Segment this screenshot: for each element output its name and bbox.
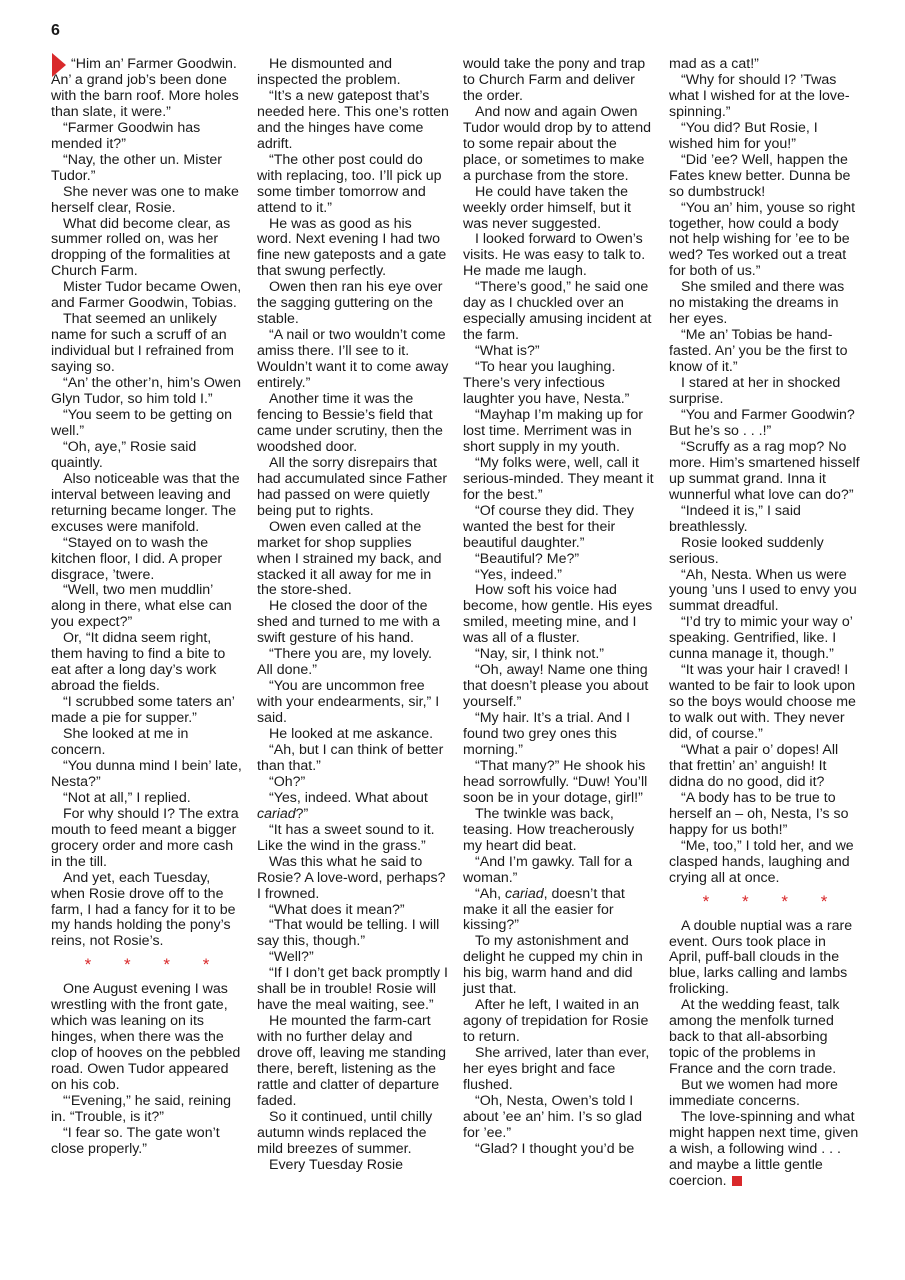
paragraph: “It’s a new gatepost that’s needed here. This one’s rotten and the hinges have come adrift.: [257, 87, 449, 152]
paragraph: “That would be telling. I will say this, though.”: [257, 917, 440, 950]
paragraph: “Me an’ Tobias be hand-fasted. An’ you be the first to know of it.”: [669, 327, 848, 376]
end-of-story-square-icon: [732, 1176, 742, 1186]
paragraph: “Oh?”: [269, 773, 306, 790]
paragraph: I stared at her in shocked surprise.: [669, 375, 841, 408]
paragraph: “Yes, indeed. What about cariad?”: [257, 789, 428, 822]
paragraph: “Well?”: [269, 949, 314, 966]
paragraph: He mounted the farm-cart with no further delay and drove off, leaving me standing there, bereft, listening as the rattle and clatter of departure faded.: [257, 1013, 447, 1109]
paragraph: “Of course they did. They wanted the best for their beautiful daughter.”: [463, 502, 635, 551]
text-column-1: [51, 57, 243, 1158]
paragraph: [669, 1110, 861, 1190]
paragraph: Owen even called at the market for shop supplies when I strained my back, and stacked it all away for me in the store-shed.: [257, 518, 442, 599]
paragraph: He could have taken the weekly order himself, but it was never suggested.: [463, 183, 631, 232]
paragraph: Also noticeable was that the interval between leaving and returning became longer. The excuses were manifold.: [51, 470, 240, 535]
paragraph: “Indeed it is,” I said breathlessly.: [669, 502, 801, 535]
paragraph: Rosie looked suddenly serious.: [669, 534, 824, 567]
paragraph: All the sorry disrepairs that had accumulated since Father had passed on were quietly being put to rights.: [257, 454, 448, 519]
paragraph: “You and Farmer Goodwin? But he’s so . . .!”: [669, 406, 855, 439]
paragraph: To my astonishment and delight he cupped my chin in his big, warm hand and did just that.: [463, 933, 643, 998]
paragraph: “And I’m gawky. Tall for a woman.”: [463, 853, 633, 886]
text-column-2: [257, 57, 449, 1174]
paragraph: One August evening I was wrestling with the front gate, which was leaning on its hinges, when there was the clop of hooves on the pebbled road. Owen Tudor appeared on his cob.: [51, 981, 241, 1094]
paragraph: “Mayhap I’m making up for lost time. Merriment was in short supply in my youth.: [463, 406, 643, 455]
paragraph: “My hair. It’s a trial. And I found two grey ones this morning.”: [463, 710, 631, 758]
paragraph: “It was your hair I craved! I wanted to be fair to look upon so the boys would choose me to walk out with. They never did, of course.”: [669, 662, 856, 743]
paragraph: “Yes, indeed.”: [475, 566, 563, 583]
paragraph: “You an’ him, youse so right together, how could a body not help wishing for ’ee to be wed? Tes worked out a treat for both of us.”: [669, 199, 856, 280]
paragraph: She looked at me in concern.: [51, 726, 189, 758]
paragraph: That seemed an unlikely name for such a scruff of an individual but I refrained from saying so.: [51, 311, 234, 376]
paragraph: “I’d try to mimic your way o’ speaking. Gentrified, like. I cunna manage it, though.”: [669, 614, 853, 663]
paragraph: “You dunna mind I bein’ late, Nesta?”: [51, 757, 242, 790]
paragraph: “My folks were, well, call it serious-minded. They meant it for the best.”: [463, 454, 654, 503]
paragraph: She never was one to make herself clear, Rosie.: [51, 183, 239, 216]
paragraph: “Me, too,” I told her, and we clasped hands, laughing and crying all at once.: [669, 837, 854, 886]
paragraph: “You seem to be getting on well.”: [51, 406, 233, 439]
paragraph: And yet, each Tuesday, when Rosie drove off to the farm, I had a fancy for it to be my hands holding the pony’s reins, not Rosie’s.: [51, 869, 236, 950]
paragraph: “Oh, Nesta, Owen’s told I about ’ee an’ him. I’s so glad for ’ee.”: [463, 1092, 643, 1141]
paragraph: I looked forward to Owen’s visits. He was easy to talk to. He made me laugh.: [463, 231, 646, 280]
paragraph: Owen then ran his eye over the sagging guttering on the stable.: [257, 279, 443, 328]
paragraph: He dismounted and inspected the problem.: [257, 56, 401, 88]
paragraph: “Glad? I thought you’d be: [475, 1140, 635, 1157]
paragraph: “Him an’ Farmer Goodwin. An’ a grand job’s been done with the barn roof. More holes than slate, it were.”: [51, 56, 239, 120]
paragraph: “Beautiful? Me?”: [475, 550, 580, 567]
paragraph: Was this what he said to Rosie? A love-word, perhaps? I frowned.: [257, 853, 446, 902]
paragraph: “I scrubbed some taters an’ made a pie for supper.”: [51, 694, 235, 727]
paragraph: For why should I? The extra mouth to feed meant a bigger grocery order and more cash in the till.: [51, 805, 239, 870]
paragraph: She smiled and there was no mistaking the dreams in her eyes.: [669, 279, 845, 328]
paragraph: “I fear so. The gate won’t close properly.”: [51, 1124, 220, 1157]
paragraph: “There’s good,” he said one day as I chuckled over an especially amusing incident at the farm.: [463, 279, 652, 344]
paragraph: She arrived, later than ever, her eyes bright and face flushed.: [463, 1045, 650, 1093]
paragraph: “Oh, away! Name one thing that doesn’t please you about yourself.”: [463, 662, 649, 711]
paragraph: He looked at me askance.: [269, 726, 434, 743]
paragraph: “That many?” He shook his head sorrowfully. “Duw! You’ll soon be in your dotage, girl!”: [463, 757, 648, 806]
paragraph: He was as good as his word. Next evening I had two fine new gateposts and a gate that swung perfectly.: [257, 215, 447, 280]
paragraph: “Well, two men muddlin’ along in there, what else can you expect?”: [51, 582, 232, 631]
paragraph: “You are uncommon free with your endearments, sir,” I said.: [257, 678, 440, 727]
paragraph: So it continued, until chilly autumn winds replaced the mild breezes of summer.: [257, 1108, 433, 1157]
paragraph: “Stayed on to wash the kitchen floor, I did. A proper disgrace, ’twere.: [51, 534, 223, 583]
paragraph: And now and again Owen Tudor would drop by to attend to some repair about the place, or sometimes to make a purchase from the store.: [463, 103, 651, 184]
paragraph: But we women had more immediate concerns.: [669, 1077, 838, 1110]
paragraph: Or, “It didna seem right, them having to find a bite to eat after a long day’s work abroad the fields.: [51, 630, 226, 695]
paragraph: “An’ the other’n, him’s Owen Glyn Tudor, so him told I.”: [51, 375, 241, 408]
text-column-3: [463, 57, 655, 1158]
paragraph: “‘Evening,” he said, reining in. “Trouble, is it?”: [51, 1093, 231, 1125]
paragraph: “Why for should I? ’Twas what I wished for at the love-spinning.”: [669, 71, 850, 120]
paragraph: “It has a sweet sound to it. Like the wind in the grass.”: [257, 821, 435, 854]
page-number: 6: [51, 22, 60, 39]
paragraph: “What does it mean?”: [269, 901, 405, 918]
paragraph: “Ah, cariad, doesn’t that make it all the easier for kissing?”: [463, 885, 625, 934]
paragraph: “Did ’ee? Well, happen the Fates knew better. Dunna be so dumbstruck!: [669, 151, 851, 200]
paragraph: “Nay, sir, I think not.”: [475, 646, 605, 663]
paragraph: “What is?”: [475, 343, 540, 360]
paragraph: “There you are, my lovely. All done.”: [257, 646, 432, 679]
paragraph: He closed the door of the shed and turned to me with a swift gesture of his hand.: [257, 598, 440, 647]
section-separator: * * * *: [84, 955, 224, 975]
paragraph: “Ah, but I can think of better than that.”: [257, 741, 444, 774]
paragraph: “To hear you laughing. There’s very infectious laughter you have, Nesta.”: [463, 359, 630, 408]
paragraph: “A body has to be true to herself an – oh, Nesta, I’s so happy for us both!”: [669, 789, 849, 838]
paragraph: would take the pony and trap to Church Farm and deliver the order.: [463, 56, 646, 104]
paragraph: The twinkle was back, teasing. How treacherously my heart did beat.: [463, 805, 635, 854]
paragraph: “Not at all,” I replied.: [63, 789, 191, 806]
paragraph: “You did? But Rosie, I wished him for you!”: [669, 119, 818, 152]
paragraph: “If I don’t get back promptly I shall be in trouble! Rosie will have the meal waiting, see.”: [257, 965, 448, 1014]
paragraph: A double nuptial was a rare event. Ours took place in April, puff-ball clouds in the blue, larks calling and lambs frolicking.: [669, 917, 853, 998]
paragraph: How soft his voice had become, how gentle. His eyes smiled, meeting mine, and I was all of a fluster.: [463, 582, 653, 647]
paragraph: “What a pair o’ dopes! All that frettin’ an’ anguish! It didna do no good, did it?: [669, 741, 839, 790]
paragraph: Another time it was the fencing to Bessie’s field that came under scrutiny, then the woodshed door.: [257, 391, 443, 455]
paragraph: What did become clear, as summer rolled on, was her dropping of the formalities at Church Farm.: [51, 215, 231, 280]
paragraph: “The other post could do with replacing, too. I’ll pick up some timber tomorrow and attend to it.”: [257, 151, 442, 216]
paragraph: “Ah, Nesta. When us were young ’uns I used to envy you summat dreadful.: [669, 566, 857, 615]
paragraph: “Nay, the other un. Mister Tudor.”: [51, 151, 223, 184]
paragraph: “Farmer Goodwin has mended it?”: [51, 119, 201, 152]
paragraph: mad as a cat!”: [669, 56, 759, 72]
paragraph: At the wedding feast, talk among the menfolk turned back to that all-absorbing topic of the problems in France and the corn trade.: [669, 997, 840, 1078]
paragraph: “Oh, aye,” Rosie said quaintly.: [51, 438, 197, 471]
paragraph: Every Tuesday Rosie: [269, 1156, 404, 1173]
final-paragraph-text: The love-spinning and what might happen next time, given a wish, a following wind . . . and maybe a little gentle coercion.: [669, 1109, 859, 1189]
section-separator: * * * *: [702, 891, 842, 911]
paragraph: After he left, I waited in an agony of trepidation for Rosie to return.: [463, 997, 649, 1046]
paragraph: Mister Tudor became Owen, and Farmer Goodwin, Tobias.: [51, 279, 242, 312]
text-column-4: [669, 57, 861, 1190]
paragraph: “A nail or two wouldn’t come amiss there. I’ll see to it. Wouldn’t want it to come away entirely.”: [257, 327, 449, 392]
paragraph: “Scruffy as a rag mop? No more. Him’s smartened hisself up summat grand. Inna it wunnerful what love can do?”: [669, 438, 860, 503]
